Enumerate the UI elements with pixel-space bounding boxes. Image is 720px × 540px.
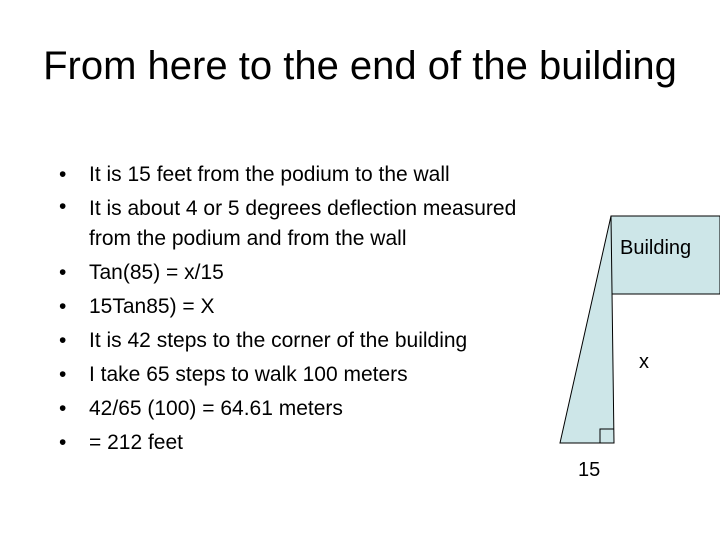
bullet-text: It is about 4 or 5 degrees deflection measured from the podium and from the wall (89, 197, 517, 250)
side-x-label: x (639, 351, 649, 373)
right-triangle (560, 216, 614, 443)
bullet-text: = 212 feet (89, 431, 183, 454)
bullet-icon: • (59, 261, 67, 284)
building-label: Building (620, 237, 692, 259)
bullet-text: 15Tan85) = X (89, 295, 215, 318)
bullet-icon: • (59, 363, 67, 386)
slide-title: From here to the end of the building (43, 44, 677, 88)
bullet-text: It is 15 feet from the podium to the wall (89, 163, 450, 186)
bullet-icon: • (59, 397, 67, 420)
bullet-icon: • (59, 195, 67, 218)
bullet-text: I take 65 steps to walk 100 meters (89, 363, 408, 386)
bullet-text: 42/65 (100) = 64.61 meters (89, 397, 343, 420)
base-15-label: 15 (578, 459, 601, 481)
bullet-icon: • (59, 329, 67, 352)
bullet-text: It is 42 steps to the corner of the building (89, 329, 468, 352)
bullet-icon: • (59, 163, 67, 186)
bullet-text: Tan(85) = x/15 (89, 261, 224, 284)
bullet-icon: • (59, 431, 67, 454)
bullet-icon: • (59, 295, 67, 318)
